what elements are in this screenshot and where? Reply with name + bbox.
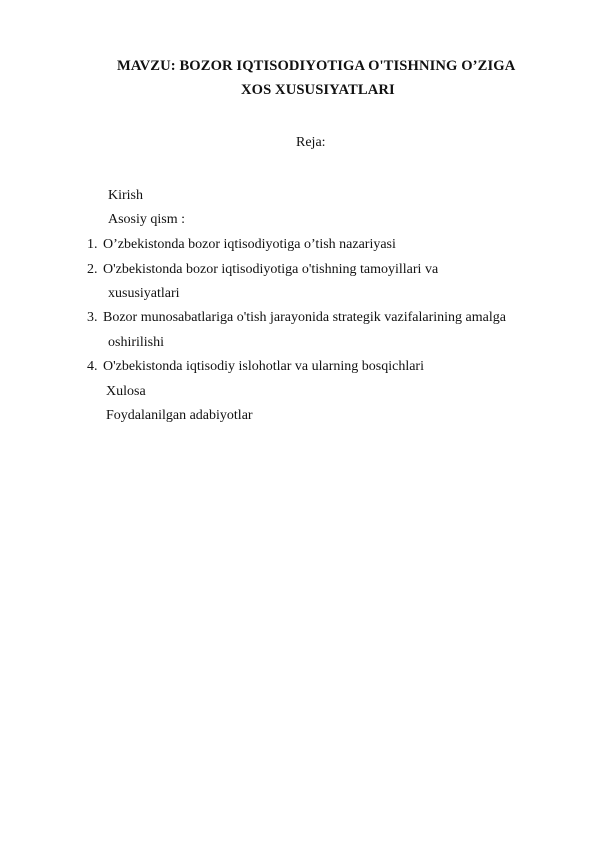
list-item-number: 1.	[87, 237, 98, 252]
list-item-number: 3.	[87, 310, 98, 325]
references-item: Foydalanilgan adabiyotlar	[106, 408, 253, 423]
list-item-text: O'zbekistonda iqtisodiy islohotlar va ularning bosqichlari	[103, 359, 424, 374]
intro-item: Kirish	[108, 188, 143, 203]
list-item-text-continuation: xususiyatlari	[108, 286, 180, 301]
plan-heading: Reja:	[296, 135, 326, 150]
title-line-1: MAVZU: BOZOR IQTISODIYOTIGA O'TISHNING O’ZIGA	[117, 58, 516, 74]
list-item-text: O'zbekistonda bozor iqtisodiyotiga o'tishning tamoyillari va	[103, 262, 439, 277]
main-part-item: Asosiy qism :	[108, 212, 186, 227]
list-item-text: O’zbekistonda bozor iqtisodiyotiga o’tish nazariyasi	[103, 237, 396, 252]
list-item-number: 2.	[87, 262, 98, 277]
conclusion-item: Xulosa	[106, 384, 146, 399]
list-item-text: Bozor munosabatlariga o'tish jarayonida strategik vazifalarining amalga	[103, 310, 506, 325]
list-item-number: 4.	[87, 359, 98, 374]
list-item-text-continuation: oshirilishi	[108, 335, 165, 350]
title-line-2: XOS XUSUSIYATLARI	[241, 82, 395, 98]
